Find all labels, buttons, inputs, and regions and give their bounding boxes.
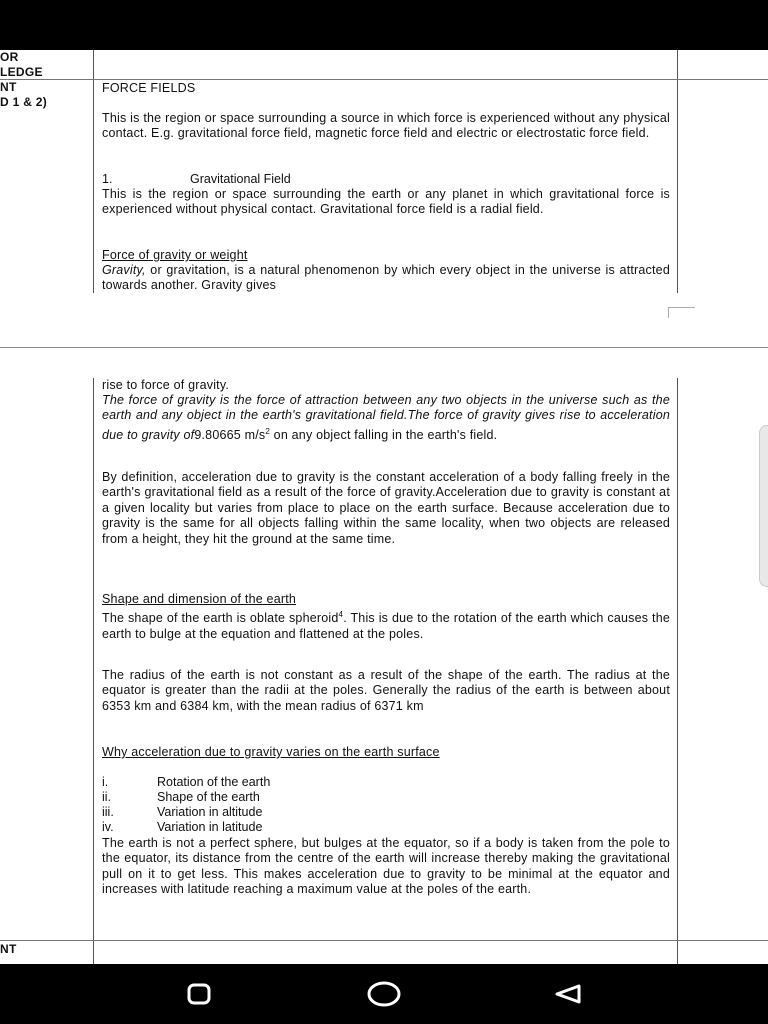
side-label: LEDGE: [0, 65, 43, 79]
status-bar: [0, 0, 768, 50]
page-corner-mark: [668, 307, 695, 318]
back-triangle-icon[interactable]: [553, 983, 583, 1005]
side-label: NT: [0, 942, 17, 956]
weight-paragraph: [102, 263, 670, 294]
shape-paragraph: [102, 607, 670, 642]
side-label: NT: [0, 80, 17, 94]
radius-paragraph: The radius of the earth is not constant as a result of the shape of the earth. The radius at the equator is greater than the radii at the poles. Generally the radius of the earth is between about 6353 km and 6384 km, with the mean radius of 6371 km: [102, 668, 670, 713]
list-text: Rotation of the earth: [157, 775, 271, 789]
definition-paragraph: By definition, acceleration due to gravity is the constant acceleration of a body falling freely in the earth's gravitational field as a result of the force of gravity.Acceleration due to gravity is constant at a given locality but varies from place to place on the earth surface. Because acceleration due to gravity is the same for all objects falling within the same locality, when two objects are released from a height, they hit the ground at the same time.: [102, 470, 670, 546]
weight-heading: Force of gravity or weight: [102, 248, 248, 262]
document-page-2: [0, 378, 768, 964]
gravity-term: Gravity,: [102, 263, 146, 277]
table-row-border: [0, 79, 768, 80]
list-item: [102, 805, 262, 820]
shape-text-end: . This is due to the rotation of the earth which causes the earth to bulge at the equation and flattened at the poles.: [102, 611, 670, 641]
grav-field-definition: This is the region or space surrounding the earth or any planet in which gravitational force is experienced without physical contact. Gravitational force field is a radial field.: [102, 187, 670, 217]
item-title: Gravitational Field: [190, 172, 291, 186]
list-text: Variation in latitude: [157, 820, 263, 834]
list-item: [102, 775, 270, 790]
intro-paragraph: This is the region or space surrounding a source in which force is experienced without any physical contact. E.g. gravitational force field, magnetic force field and electric or electrostatic force field.: [102, 111, 670, 141]
table-divider-right: [677, 50, 678, 293]
list-number: iv.: [102, 820, 114, 834]
table-divider-left: [93, 50, 94, 293]
explanation-paragraph: The earth is not a perfect sphere, but bulges at the equator, so if a body is taken from the pole to the equator, its distance from the centre of the earth will increase thereby making the gravitational pull on it to get less. This makes acceleration due to gravity to be minimal at the equator and increases with latitude reaching a maximum value at the poles of the earth.: [102, 836, 670, 897]
list-number: ii.: [102, 790, 112, 804]
list-item: [102, 790, 260, 805]
list-text: Variation in altitude: [157, 805, 263, 819]
document-page-1: [0, 50, 768, 293]
item-number: 1.: [102, 172, 113, 186]
table-divider-right: [677, 378, 678, 964]
why-heading: Why acceleration due to gravity varies on the earth surface: [102, 745, 440, 759]
list-number: iii.: [102, 805, 114, 819]
list-number: i.: [102, 775, 109, 789]
shape-heading: Shape and dimension of the earth: [102, 592, 297, 606]
list-text: Shape of the earth: [157, 790, 260, 804]
gap-border: [0, 347, 768, 348]
table-row-border: [0, 940, 768, 941]
home-circle-icon[interactable]: [366, 980, 402, 1008]
numbered-heading: [102, 172, 291, 187]
scroll-handle[interactable]: [759, 425, 768, 587]
accel-value: 9.80665 m/s: [194, 427, 266, 442]
page-gap: [0, 293, 768, 378]
footnote-ref: 4: [338, 610, 344, 619]
accel-tail: on any object falling in the earth's field.: [270, 427, 498, 442]
accel-exponent: 2: [265, 426, 270, 436]
shape-text: The shape of the earth is oblate spheroid: [102, 611, 339, 626]
weight-text: or gravitation, is a natural phenomenon by which every object in the universe is attracted towards another. Gravity gives: [102, 263, 670, 293]
gravity-definition: [102, 393, 670, 443]
continuation-text: rise to force of gravity.: [102, 378, 230, 392]
recents-square-icon[interactable]: [186, 983, 212, 1005]
section-heading: FORCE FIELDS: [102, 81, 196, 95]
side-label: D 1 & 2): [0, 95, 48, 109]
list-item: [102, 820, 262, 835]
table-divider-left: [93, 378, 94, 964]
side-label: OR: [0, 50, 19, 64]
italic-definition: The force of gravity is the force of attraction between any two objects in the universe such as the earth and any object in the earth's gravitational field.The force of gravity gives rise to acceleration due to gravity of: [102, 393, 670, 442]
